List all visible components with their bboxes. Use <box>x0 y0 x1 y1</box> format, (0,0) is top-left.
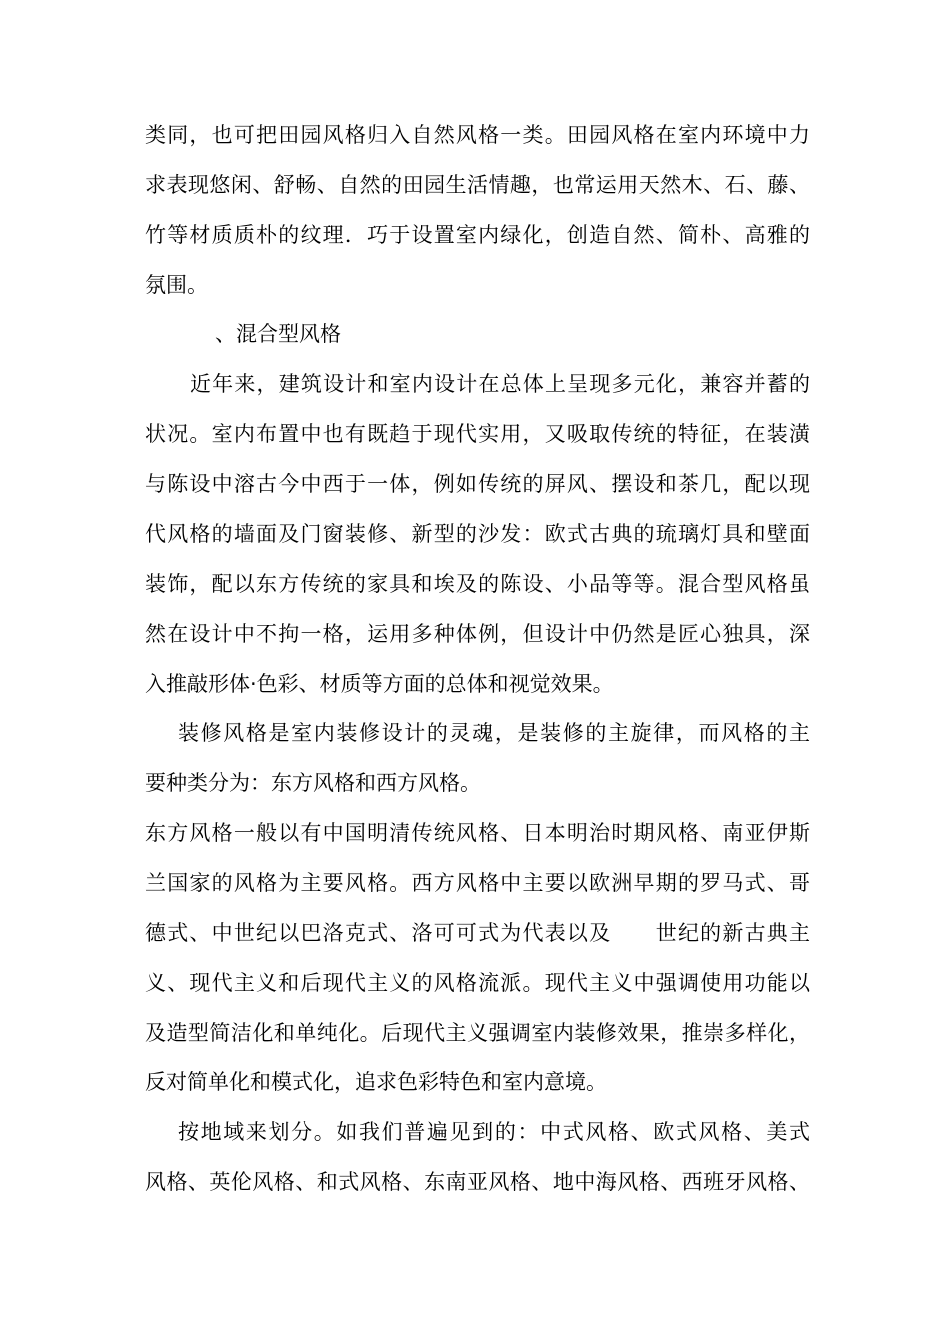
paragraph-3-line-1: 装修风格是室内装修设计的灵魂，是装修的主旋律，而风格的主 <box>178 721 810 745</box>
paragraph-5-line-2: 风格、英伦风格、和式风格、东南亚风格、地中海风格、西班牙风格、 <box>145 1170 810 1194</box>
paragraph-2-line-3: 与陈设中溶古今中西于一体，例如传统的屏风、摆设和茶几，配以现 <box>145 472 810 496</box>
paragraph-1-line-3: 竹等材质质朴的纹理．巧于设置室内绿化，创造自然、简朴、高雅的 <box>145 223 810 247</box>
paragraph-4-line-1: 东方风格一般以有中国明清传统风格、日本明治时期风格、南亚伊斯 <box>145 821 810 845</box>
paragraph-1-line-1: 类同，也可把田园风格归入自然风格一类。田园风格在室内环境中力 <box>145 123 810 147</box>
paragraph-4-line-3: 德式、中世纪以巴洛克式、洛可可式为代表以及 世纪的新古典主 <box>145 921 810 945</box>
paragraph-4-line-4: 义、现代主义和后现代主义的风格流派。现代主义中强调使用功能以 <box>145 971 810 995</box>
paragraph-4-line-5: 及造型简洁化和单纯化。后现代主义强调室内装修效果，推崇多样化， <box>145 1021 810 1045</box>
paragraph-2-line-1: 近年来，建筑设计和室内设计在总体上呈现多元化，兼容并蓄的 <box>190 372 810 396</box>
paragraph-2-line-4: 代风格的墙面及门窗装修、新型的沙发：欧式古典的琉璃灯具和壁面 <box>145 522 810 546</box>
paragraph-2-line-6: 然在设计中不拘一格，运用多种体例，但设计中仍然是匠心独具，深 <box>145 622 810 646</box>
paragraph-3-line-2: 要种类分为：东方风格和西方风格。 <box>145 771 481 795</box>
paragraph-2-line-2: 状况。室内布置中也有既趋于现代实用，又吸取传统的特征，在装潢 <box>145 422 810 446</box>
paragraph-2-line-7: 入推敲形体·色彩、材质等方面的总体和视觉效果。 <box>145 672 614 696</box>
paragraph-5-line-1: 按地域来划分。如我们普遍见到的：中式风格、欧式风格、美式 <box>178 1120 810 1144</box>
paragraph-4-line-6: 反对简单化和模式化，追求色彩特色和室内意境。 <box>145 1070 607 1094</box>
paragraph-1-line-2: 求表现悠闲、舒畅、自然的田园生活情趣，也常运用天然木、石、藤、 <box>145 173 810 197</box>
paragraph-1-line-4: 氛围。 <box>145 273 208 297</box>
section-heading: 、混合型风格 <box>215 322 341 346</box>
paragraph-2-line-5: 装饰，配以东方传统的家具和埃及的陈设、小品等等。混合型风格虽 <box>145 572 810 596</box>
paragraph-4-line-2: 兰国家的风格为主要风格。西方风格中主要以欧洲早期的罗马式、哥 <box>145 871 810 895</box>
